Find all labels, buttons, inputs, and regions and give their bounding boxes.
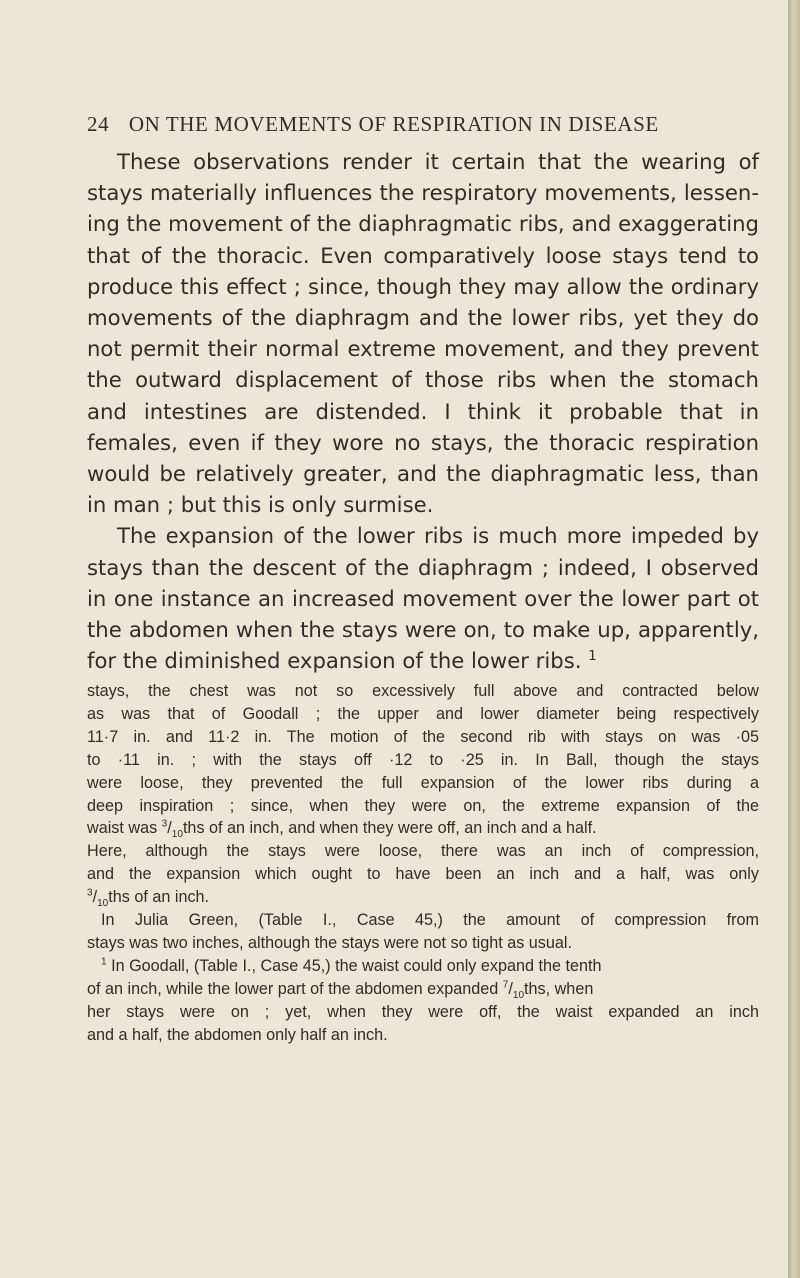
text-line: the abdomen when the stays were on, to make up, apparently, (87, 617, 759, 643)
fraction-denominator: 10 (97, 898, 109, 910)
text-line-content: for the diminished expansion of the lower ribs. (87, 648, 582, 674)
note-line-fraction: of an inch, while the lower part of the abdomen expanded $^7/_{10}ths$, when (87, 979, 594, 1002)
note-line: stays, the chest was not so excessively full above and contracted below (87, 682, 759, 700)
text-line: ing the movement of the diaphragmatic ribs, and exaggerating (87, 211, 759, 237)
fraction-denominator: 10 (512, 990, 525, 1002)
note-line: to ·11 in. ; with the stays off ·12 to ·25 in. In Ball, though the stays (87, 750, 759, 769)
note-text: waist was (87, 819, 162, 838)
note-text: In Goodall, (Table I., Case 45,) the waist could only expand the tenth (106, 956, 602, 975)
note-line: 11·7 in. and 11·2 in. The motion of the second rib with stays on was ·05 (87, 727, 759, 746)
note-line: stays was two inches, although the stays were not so tight as usual. (87, 933, 572, 952)
note-line: and the expansion which ought to have been an inch and a half, was only (87, 865, 759, 884)
fraction-numerator: 3 (161, 819, 168, 831)
text-line: and intestines are distended. I think it probable that in (87, 398, 759, 424)
footnote-reference: 1 (588, 649, 597, 665)
fraction-denominator: 10 (171, 829, 183, 841)
text-line: These observations render it certain that the wearing of (117, 149, 759, 174)
text-line: that of the thoracic. Even comparatively loose stays tend to (87, 242, 759, 268)
note-line: Here, although the stays were loose, there was an inch of compression, (87, 842, 759, 861)
text-line: movements of the diaphragm and the lower ribs, yet they do (87, 305, 759, 331)
running-head (87, 112, 727, 137)
note-line: as was that of Goodall ; the upper and lower diameter being respectively (87, 704, 759, 723)
footnote-marker: 1 (101, 956, 107, 968)
footnote-1-line (87, 955, 759, 978)
chapter-title: ON THE MOVEMENTS OF RESPIRATION IN DISEASE (128, 112, 659, 136)
note-line: her stays were on ; yet, when they were off, the waist expanded an inch (87, 1002, 759, 1021)
note-text: of an inch, while the lower part of the abdomen expanded (87, 979, 503, 998)
note-line: were loose, they prevented the full expansion of the lower ribs during a (87, 773, 759, 792)
text-line: would be relatively greater, and the diaphragmatic less, than (87, 461, 759, 487)
page-edge (788, 0, 800, 1278)
text-line: The expansion of the lower ribs is much more impeded by (117, 523, 759, 549)
fraction-numerator: 7 (502, 979, 509, 991)
text-line: females, even if they wore no stays, the thoracic respiration (87, 429, 759, 455)
text-line: in one instance an increased movement over the lower part ot (87, 585, 759, 611)
text-line: in man ; but this is only surmise. (87, 492, 434, 518)
page-number: 24 (87, 112, 110, 136)
note-line-fraction: $^3/_{10}ths$ of an inch. (87, 887, 210, 910)
text-line-last (87, 645, 759, 676)
note-line: In Julia Green, (Table I., Case 45,) the amount of compression from (101, 911, 759, 930)
main-text (87, 146, 759, 676)
note-line-fraction: waist was $^3/_{10}ths$ of an inch, and when they were off, an inch and a half. (87, 819, 597, 841)
fraction-numerator: 3 (87, 887, 93, 899)
note-text: ths, when (524, 979, 594, 998)
text-line: the outward displacement of those ribs when the stomach (87, 367, 759, 393)
text-line: produce this effect ; since, though they may allow the ordinary (87, 273, 759, 299)
note-text: ths of an inch. (108, 888, 210, 907)
note-text: ths of an inch, and when they were off, an inch and a half. (182, 819, 597, 838)
note-line: deep inspiration ; since, when they were on, the extreme expansion of the (87, 796, 759, 815)
text-line: stays materially influences the respiratory movements, lessen- (87, 180, 759, 206)
note-line: and a half, the abdomen only half an inch. (87, 1025, 388, 1044)
footnotes (87, 680, 759, 1047)
text-line: stays than the descent of the diaphragm ; indeed, I observed (87, 554, 759, 580)
text-line: not permit their normal extreme movement, and they prevent (87, 336, 759, 362)
